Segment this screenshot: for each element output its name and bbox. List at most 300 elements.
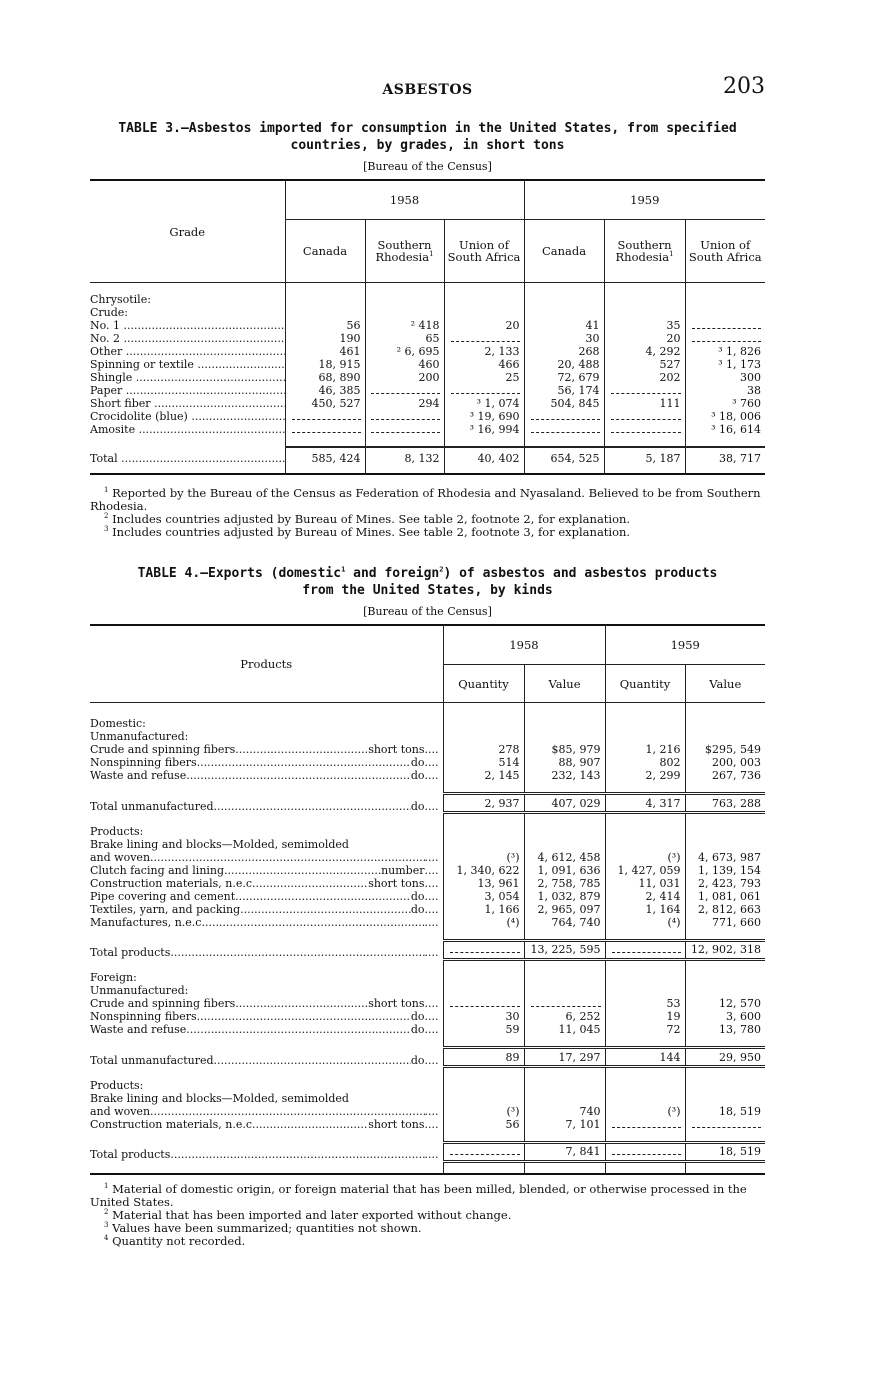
table4-cell: 1, 139, 154 [685, 864, 765, 877]
row-label-text: No. 1 ..... [90, 319, 285, 332]
table3-col-header [524, 220, 604, 283]
table4-year-1958: 1958 [443, 625, 605, 665]
row-label-wrap [90, 851, 439, 864]
row-label-text: and woven [90, 1104, 151, 1118]
dash-rule [451, 334, 520, 342]
table4-cell: 764, 740 [524, 916, 605, 929]
empty-cell [685, 1079, 765, 1092]
empty-cell [685, 730, 765, 743]
empty-cell [443, 838, 524, 851]
table4-cell: 53 [605, 997, 685, 1010]
dash-rule [531, 425, 600, 433]
spacer [90, 1067, 765, 1079]
leader-dots [425, 916, 439, 929]
table3-cell: 25 [444, 371, 524, 384]
empty-cell [605, 1092, 685, 1105]
table4-stub-header: Products [90, 625, 443, 703]
table4-cell: 12, 902, 318 [685, 940, 765, 959]
table4-cell: 802 [605, 756, 685, 769]
row-unit: do [410, 902, 425, 916]
table4-head-row [90, 730, 765, 743]
leader-dots [235, 997, 368, 1010]
row-unit: do [410, 799, 425, 813]
empty-cell [685, 971, 765, 984]
table4-cell: 740 [524, 1105, 605, 1118]
empty-cell [443, 984, 524, 997]
row-label-text: No. 2 ..... [90, 332, 285, 345]
table4-cell: 407, 029 [524, 794, 605, 813]
table4-cell: 12, 570 [685, 997, 765, 1010]
row-label-wrap [90, 1010, 439, 1023]
row-unit: short tons [368, 997, 425, 1010]
table4-title-line2: from the United States, by kinds [302, 583, 553, 598]
table4-row-label [90, 1048, 443, 1067]
table3-row [90, 358, 765, 371]
page-number: 203 [723, 74, 765, 99]
empty-cell [605, 1079, 685, 1092]
table4-title-line1 [90, 565, 765, 582]
dash-rule [450, 1147, 520, 1155]
leader-dots [235, 890, 411, 903]
row-label-text: Other ..... [90, 345, 285, 358]
table3-row [90, 319, 765, 332]
table4-cell: 89 [443, 1048, 524, 1067]
table3-total-cell: 38, 717 [685, 447, 765, 474]
table4-row-row [90, 851, 765, 864]
table3-row [90, 345, 765, 358]
empty-cell [685, 825, 765, 838]
table4-cell: 11, 031 [605, 877, 685, 890]
table3-title-line1: TABLE 3.—Asbestos imported for consumption in the United States, from specified [118, 121, 737, 136]
table3-row [90, 397, 765, 410]
row-label-text: Foreign: [90, 971, 137, 984]
table3-cell: 268 [524, 345, 604, 358]
table3-cell: 18, 915 [285, 358, 365, 371]
table4-footnotes [90, 1183, 765, 1248]
table4-cell: 2, 812, 663 [685, 903, 765, 916]
table4-head-row [90, 825, 765, 838]
table4-year-1959: 1959 [605, 625, 765, 665]
dash-rule [692, 334, 761, 342]
table4-cell: 7, 841 [524, 1142, 605, 1161]
table4-cell: (³) [605, 1105, 685, 1118]
empty-cell [524, 971, 605, 984]
empty-cell [685, 838, 765, 851]
table4-cell: 19 [605, 1010, 685, 1023]
table3-row-label [90, 384, 285, 397]
footnote-mark: 4 [104, 1233, 109, 1242]
table3-cell: ² 418 [365, 319, 444, 332]
dash-rule [611, 425, 681, 433]
table3-cell: 200 [365, 371, 444, 384]
empty-cell [444, 306, 524, 319]
table4-cell: 2, 145 [443, 769, 524, 782]
table3-row [90, 332, 765, 345]
table4-row-label [90, 903, 443, 916]
table4-cell: 2, 423, 793 [685, 877, 765, 890]
row-label-wrap [90, 1148, 439, 1161]
empty-cell [605, 971, 685, 984]
table4-row-label [90, 1105, 443, 1118]
footnote-text: Reported by the Bureau of the Census as Federation of Rhodesia and Nyasaland. Believed to be from Southern Rhodesia. [90, 486, 761, 513]
table3-cell [524, 423, 604, 436]
table3-cell: 56 [285, 319, 365, 332]
table3-cell [604, 423, 685, 436]
leader-dots [425, 877, 439, 890]
leader-dots [170, 946, 424, 959]
empty-cell [605, 984, 685, 997]
table3-cell: 65 [365, 332, 444, 345]
dash-rule [292, 412, 361, 420]
table4-cell: 18, 519 [685, 1105, 765, 1118]
table4-cell [443, 997, 524, 1010]
table3-cell: ³ 760 [685, 397, 765, 410]
row-label-text: Crude: [90, 306, 129, 319]
table3-total-cell: 40, 402 [444, 447, 524, 474]
empty-cell [605, 730, 685, 743]
empty-cell [685, 717, 765, 730]
row-label-text: Nonspinning fibers [90, 1010, 197, 1023]
table4-row-row [90, 1010, 765, 1023]
table4-row-label [90, 890, 443, 903]
table4-cell: 56 [443, 1118, 524, 1131]
table3-cell: 504, 845 [524, 397, 604, 410]
table4-row-row [90, 769, 765, 782]
running-head [90, 70, 765, 106]
spacer [90, 703, 765, 718]
table3-cell: ³ 19, 690 [444, 410, 524, 423]
row-label-wrap [90, 1105, 439, 1118]
table3-row-label [90, 371, 285, 384]
empty-cell [604, 306, 685, 319]
row-label-text: Unmanufactured: [90, 984, 189, 997]
empty-cell [605, 825, 685, 838]
table4-col-header: Value [685, 665, 765, 703]
row-label-text: Crude and spinning fibers [90, 997, 236, 1010]
footnote-mark: 2 [104, 512, 109, 521]
leader-dots [150, 1105, 424, 1118]
table3-cell [604, 384, 685, 397]
empty-cell [685, 984, 765, 997]
table3-row-label [90, 423, 285, 436]
leader-dots [425, 756, 439, 769]
empty-cell [524, 293, 604, 306]
table3-cell: 190 [285, 332, 365, 345]
row-unit: do [410, 1023, 425, 1036]
table4-cell [685, 1118, 765, 1131]
row-label-text: Waste and refuse [90, 769, 187, 782]
spacer [90, 283, 765, 294]
table4-cell: 4, 673, 987 [685, 851, 765, 864]
table3-cell [365, 423, 444, 436]
leader-dots [425, 890, 439, 903]
footnote-text: Material that has been imported and later exported without change. [112, 1207, 512, 1222]
table4-title-part-a: TABLE 4.—Exports (domestic [137, 566, 342, 581]
row-label-text: Products: [90, 824, 144, 838]
leader-dots [425, 1105, 439, 1118]
table4-row-label [90, 1092, 443, 1105]
table4-cell: 3, 054 [443, 890, 524, 903]
table3-cell: 527 [604, 358, 685, 371]
table3-row [90, 410, 765, 423]
table4-cell: 3, 600 [685, 1010, 765, 1023]
footnote-text: Includes countries adjusted by Bureau of Mines. See table 2, footnote 3, for explanation. [112, 525, 631, 539]
row-label-text: Waste and refuse [90, 1023, 187, 1036]
dash-rule [611, 386, 681, 394]
table3-row [90, 384, 765, 397]
table4-row-row [90, 997, 765, 1010]
row-label-text: Pipe covering and cement [90, 889, 236, 903]
table4-row-label [90, 940, 443, 959]
row-unit: do [410, 889, 425, 903]
table3-cell [444, 332, 524, 345]
table3-cell: 20, 488 [524, 358, 604, 371]
row-label-wrap [90, 1023, 439, 1036]
footnote-mark: 3 [104, 525, 109, 534]
empty-cell [443, 730, 524, 743]
dash-rule [371, 425, 439, 433]
table3-cell: 35 [604, 319, 685, 332]
table4-col-header: Quantity [605, 665, 685, 703]
dash-rule [612, 1147, 681, 1155]
footnote-mark: 2 [104, 1207, 109, 1216]
table4-cell: 13, 780 [685, 1023, 765, 1036]
leader-dots [252, 877, 368, 890]
table3-cell: ³ 1, 173 [685, 358, 765, 371]
table4 [90, 624, 765, 1175]
table3-col-name: Southern Rhodesia [375, 238, 432, 264]
row-label-text: Domestic: [90, 717, 146, 730]
table4-cell: 1, 091, 636 [524, 864, 605, 877]
table4-cell [605, 1142, 685, 1161]
leader-dots [197, 756, 411, 769]
page [90, 70, 765, 1248]
footnote-text: Values have been summarized; quantities not shown. [112, 1220, 422, 1235]
table4-row-label [90, 1010, 443, 1023]
table4-head-row [90, 717, 765, 730]
row-label-wrap [90, 946, 439, 959]
table4-cell: (³) [443, 1105, 524, 1118]
table3-stub-header: Grade [90, 180, 285, 283]
row-label-text: Crude and spinning fibers [90, 743, 236, 756]
table3-footnote [90, 487, 765, 513]
leader-dots [214, 1054, 411, 1067]
table4-cell: 514 [443, 756, 524, 769]
row-label-text: Brake lining and blocks—Molded, semimolded [90, 837, 349, 851]
table3-col-sup: 1 [429, 250, 434, 259]
table3-cell [685, 319, 765, 332]
dash-rule [612, 1120, 681, 1128]
table4-row-row [90, 877, 765, 890]
empty-cell [443, 1079, 524, 1092]
table3-row-label [90, 410, 285, 423]
table4-cell: 1, 164 [605, 903, 685, 916]
table4-cell: 13, 961 [443, 877, 524, 890]
row-unit: short tons [368, 743, 425, 756]
table4-total-row [90, 1142, 765, 1161]
table4-cell: 232, 143 [524, 769, 605, 782]
empty-cell [524, 730, 605, 743]
table3-cell [604, 410, 685, 423]
footnote-mark: 1 [104, 486, 109, 495]
table3-row-label [90, 358, 285, 371]
row-label-text: Shingle ..... [90, 371, 285, 384]
leader-dots [224, 864, 381, 877]
dash-rule [451, 386, 520, 394]
table4-cell: (³) [605, 851, 685, 864]
table4-head-row [90, 971, 765, 984]
table3-cell: 46, 385 [285, 384, 365, 397]
leader-dots [425, 743, 439, 756]
table4-row-row [90, 756, 765, 769]
table3-source: [Bureau of the Census] [363, 160, 492, 173]
table3-cell: 20 [444, 319, 524, 332]
spacer [90, 1036, 765, 1048]
table4-row-row [90, 890, 765, 903]
table3-cell: 38 [685, 384, 765, 397]
table3-cell [685, 332, 765, 345]
table4-row-label [90, 730, 443, 743]
dash-rule [612, 945, 681, 953]
table4-row-label [90, 916, 443, 929]
spacer [90, 929, 765, 941]
table4-total-row [90, 940, 765, 959]
table3 [90, 179, 765, 475]
table3-col-header [604, 220, 685, 283]
table3-total-cell: 654, 525 [524, 447, 604, 474]
row-label-text: Clutch facing and lining [90, 863, 225, 877]
row-label-wrap [90, 877, 439, 890]
table3-col-header [685, 220, 765, 283]
table4-row-label [90, 838, 443, 851]
table4-row-label [90, 825, 443, 838]
table4-cell: 1, 032, 879 [524, 890, 605, 903]
table4-row-label [90, 971, 443, 984]
leader-dots [425, 1118, 439, 1131]
leader-dots [186, 1023, 411, 1036]
row-label-text: Paper ..... [90, 384, 285, 397]
leader-dots [425, 1054, 439, 1067]
table4-cell: 144 [605, 1048, 685, 1067]
row-label-text: Total products [90, 946, 171, 959]
table4-cell: 2, 937 [443, 794, 524, 813]
table4-cell: $85, 979 [524, 743, 605, 756]
total-label-text: Total ..... [90, 452, 285, 465]
row-label-wrap [90, 903, 439, 916]
dash-rule [450, 999, 520, 1007]
table3-col-sup: 1 [669, 250, 674, 259]
table4-cell: 1, 427, 059 [605, 864, 685, 877]
table4-cell: 17, 297 [524, 1048, 605, 1067]
empty-cell [524, 984, 605, 997]
leader-dots [235, 743, 368, 756]
table4-cell: 2, 414 [605, 890, 685, 903]
row-label-text: Chrysotile: [90, 293, 151, 306]
table4-cell: 59 [443, 1023, 524, 1036]
table3-cell [524, 410, 604, 423]
table3-year-1958: 1958 [285, 180, 524, 220]
spacer [90, 959, 765, 971]
row-label-text: Nonspinning fibers [90, 756, 197, 769]
table3-cell: 56, 174 [524, 384, 604, 397]
table4-title [90, 565, 765, 599]
table3-cell: 294 [365, 397, 444, 410]
table4-cell: 1, 216 [605, 743, 685, 756]
table3-cell: 450, 527 [285, 397, 365, 410]
table4-col-header: Value [524, 665, 605, 703]
table4-cell: 1, 166 [443, 903, 524, 916]
table3-cell: 2, 133 [444, 345, 524, 358]
spacer [90, 1161, 765, 1174]
table3-cell: 202 [604, 371, 685, 384]
table3-cell [365, 384, 444, 397]
table3-total-row [90, 447, 765, 474]
table3-total-cell: 5, 187 [604, 447, 685, 474]
table4-cell: (⁴) [605, 916, 685, 929]
row-unit: number [381, 863, 425, 877]
table4-total-row [90, 794, 765, 813]
leader-dots [425, 1148, 439, 1161]
table3-cell: 41 [524, 319, 604, 332]
dash-rule [531, 999, 601, 1007]
row-label-text: Brake lining and blocks—Molded, semimolded [90, 1091, 349, 1105]
table3-row [90, 293, 765, 306]
table3-cell: 461 [285, 345, 365, 358]
leader-dots [240, 903, 411, 916]
row-unit: short tons [368, 876, 425, 890]
table4-cell: 200, 003 [685, 756, 765, 769]
table3-cell: 111 [604, 397, 685, 410]
table3-cell: 4, 292 [604, 345, 685, 358]
table4-cell: 771, 660 [685, 916, 765, 929]
empty-cell [443, 971, 524, 984]
table3-cell: ³ 16, 994 [444, 423, 524, 436]
table4-row-label [90, 1079, 443, 1092]
table4-source: [Bureau of the Census] [363, 605, 492, 618]
table4-row-label [90, 769, 443, 782]
row-label-wrap [90, 756, 439, 769]
table4-cell: (⁴) [443, 916, 524, 929]
table3-row-label [90, 345, 285, 358]
row-label-text: Manufactures, n.e.c [90, 915, 202, 929]
table4-row-label [90, 756, 443, 769]
leader-dots [425, 946, 439, 959]
table4-row-label [90, 1023, 443, 1036]
table3-col-header [285, 220, 365, 283]
table4-title-part-c: ) of asbestos and asbestos products [443, 566, 718, 581]
table4-cell: 6, 252 [524, 1010, 605, 1023]
empty-cell [443, 1092, 524, 1105]
table4-row-label [90, 997, 443, 1010]
table3-row-label [90, 306, 285, 319]
table4-row-label [90, 864, 443, 877]
table3-row-label [90, 319, 285, 332]
empty-cell [524, 717, 605, 730]
row-label-wrap [90, 1118, 439, 1131]
empty-cell [605, 838, 685, 851]
table4-cell: 30 [443, 1010, 524, 1023]
table3-cell: 30 [524, 332, 604, 345]
table4-cell: 278 [443, 743, 524, 756]
table3-title-line2: countries, by grades, in short tons [290, 138, 565, 153]
table4-cell [443, 940, 524, 959]
table4-row-label [90, 1142, 443, 1161]
table4-cell: 7, 101 [524, 1118, 605, 1131]
table4-row-row [90, 864, 765, 877]
table4-cell: 2, 758, 785 [524, 877, 605, 890]
table3-cell: 72, 679 [524, 371, 604, 384]
table4-cell: 2, 965, 097 [524, 903, 605, 916]
